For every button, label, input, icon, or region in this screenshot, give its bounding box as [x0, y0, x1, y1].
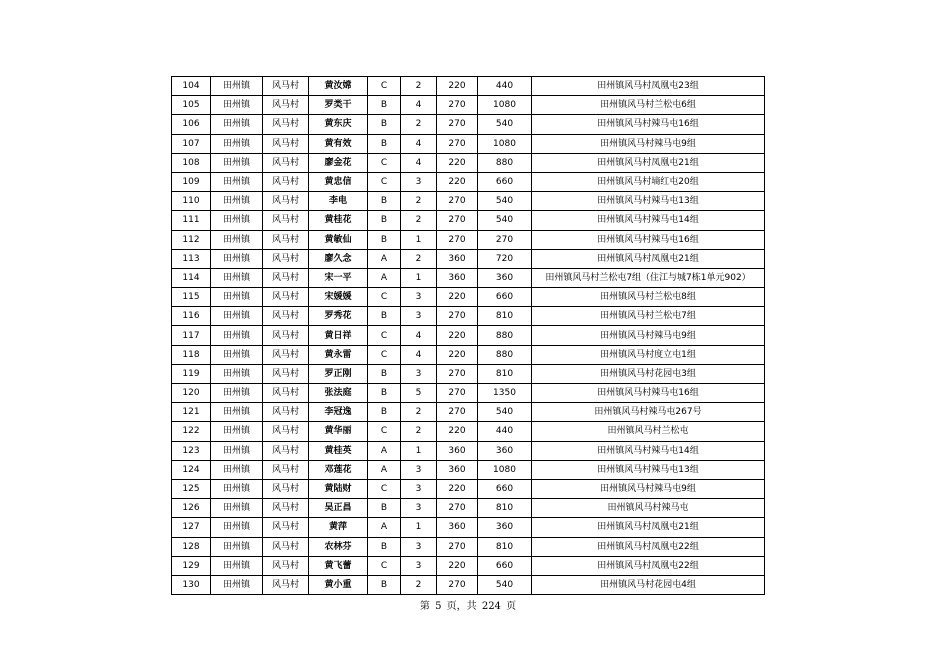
- standard-cell: 360: [437, 268, 478, 287]
- name-cell: 邓莲花: [309, 460, 368, 479]
- amount-cell: 1080: [478, 134, 532, 153]
- standard-cell: 220: [437, 288, 478, 307]
- table-row: [172, 192, 765, 211]
- count-cell: 2: [401, 77, 437, 96]
- name-cell: 黄桂英: [309, 441, 368, 460]
- town-cell: 田州镇: [211, 115, 263, 134]
- town-cell: 田州镇: [211, 326, 263, 345]
- footer-page-number: 5: [435, 601, 442, 612]
- grade-cell: C: [368, 479, 401, 498]
- name-cell: 吴正昌: [309, 499, 368, 518]
- amount-cell: 660: [478, 288, 532, 307]
- count-cell: 2: [401, 403, 437, 422]
- count-cell: 4: [401, 153, 437, 172]
- address-cell: 田州镇风马村辣马屯13组: [532, 192, 765, 211]
- amount-cell: 1080: [478, 96, 532, 115]
- grade-cell: B: [368, 307, 401, 326]
- footer-total-pages: 224: [481, 601, 501, 612]
- village-cell: 风马村: [263, 345, 309, 364]
- grade-cell: C: [368, 153, 401, 172]
- village-cell: 风马村: [263, 307, 309, 326]
- grade-cell: B: [368, 115, 401, 134]
- village-cell: 风马村: [263, 403, 309, 422]
- table-row: [172, 77, 765, 96]
- village-cell: 风马村: [263, 288, 309, 307]
- amount-cell: 360: [478, 441, 532, 460]
- row-number: 116: [172, 307, 211, 326]
- town-cell: 田州镇: [211, 172, 263, 191]
- town-cell: 田州镇: [211, 479, 263, 498]
- amount-cell: 660: [478, 556, 532, 575]
- records-table: [171, 76, 765, 595]
- standard-cell: 270: [437, 384, 478, 403]
- village-cell: 风马村: [263, 172, 309, 191]
- name-cell: 黄华丽: [309, 422, 368, 441]
- count-cell: 5: [401, 384, 437, 403]
- footer-mid: 页，共: [446, 601, 477, 612]
- grade-cell: C: [368, 422, 401, 441]
- row-number: 123: [172, 441, 211, 460]
- count-cell: 4: [401, 345, 437, 364]
- amount-cell: 660: [478, 172, 532, 191]
- town-cell: 田州镇: [211, 441, 263, 460]
- standard-cell: 270: [437, 230, 478, 249]
- count-cell: 3: [401, 537, 437, 556]
- address-cell: 田州镇风马村辣马屯14组: [532, 211, 765, 230]
- name-cell: 黄飞蕾: [309, 556, 368, 575]
- standard-cell: 360: [437, 441, 478, 460]
- table-row: [172, 518, 765, 537]
- village-cell: 风马村: [263, 230, 309, 249]
- village-cell: 风马村: [263, 153, 309, 172]
- count-cell: 3: [401, 499, 437, 518]
- standard-cell: 220: [437, 479, 478, 498]
- name-cell: 罗秀花: [309, 307, 368, 326]
- address-cell: 田州镇风马村凤凰屯22组: [532, 556, 765, 575]
- address-cell: 田州镇风马村兰松屯6组: [532, 96, 765, 115]
- grade-cell: A: [368, 518, 401, 537]
- count-cell: 3: [401, 288, 437, 307]
- row-number: 114: [172, 268, 211, 287]
- name-cell: 罗类干: [309, 96, 368, 115]
- grade-cell: B: [368, 364, 401, 383]
- count-cell: 3: [401, 556, 437, 575]
- count-cell: 3: [401, 479, 437, 498]
- town-cell: 田州镇: [211, 268, 263, 287]
- town-cell: 田州镇: [211, 288, 263, 307]
- town-cell: 田州镇: [211, 460, 263, 479]
- name-cell: 宋媛媛: [309, 288, 368, 307]
- grade-cell: A: [368, 460, 401, 479]
- standard-cell: 270: [437, 211, 478, 230]
- table-row: [172, 153, 765, 172]
- table-row: [172, 460, 765, 479]
- town-cell: 田州镇: [211, 134, 263, 153]
- amount-cell: 540: [478, 115, 532, 134]
- table-row: [172, 345, 765, 364]
- standard-cell: 270: [437, 364, 478, 383]
- address-cell: 田州镇风马村兰松屯8组: [532, 288, 765, 307]
- count-cell: 3: [401, 460, 437, 479]
- town-cell: 田州镇: [211, 384, 263, 403]
- name-cell: 黄永雷: [309, 345, 368, 364]
- table-row: [172, 307, 765, 326]
- row-number: 119: [172, 364, 211, 383]
- table-row: [172, 134, 765, 153]
- address-cell: 田州镇风马村花园屯4组: [532, 575, 765, 594]
- name-cell: 黄日祥: [309, 326, 368, 345]
- standard-cell: 270: [437, 115, 478, 134]
- name-cell: 黄敏仙: [309, 230, 368, 249]
- count-cell: 1: [401, 441, 437, 460]
- address-cell: 田州镇风马村辣马屯16组: [532, 384, 765, 403]
- row-number: 127: [172, 518, 211, 537]
- amount-cell: 720: [478, 249, 532, 268]
- standard-cell: 220: [437, 153, 478, 172]
- town-cell: 田州镇: [211, 192, 263, 211]
- row-number: 107: [172, 134, 211, 153]
- table-row: [172, 268, 765, 287]
- grade-cell: B: [368, 403, 401, 422]
- amount-cell: 880: [478, 326, 532, 345]
- table-row: [172, 172, 765, 191]
- count-cell: 1: [401, 268, 437, 287]
- amount-cell: 440: [478, 77, 532, 96]
- town-cell: 田州镇: [211, 422, 263, 441]
- row-number: 113: [172, 249, 211, 268]
- table-row: [172, 422, 765, 441]
- village-cell: 风马村: [263, 77, 309, 96]
- standard-cell: 220: [437, 422, 478, 441]
- amount-cell: 660: [478, 479, 532, 498]
- page-footer: [0, 597, 936, 612]
- town-cell: 田州镇: [211, 518, 263, 537]
- row-number: 120: [172, 384, 211, 403]
- name-cell: 黄萍: [309, 518, 368, 537]
- footer-suffix: 页: [506, 601, 517, 612]
- grade-cell: C: [368, 172, 401, 191]
- table-row: [172, 441, 765, 460]
- grade-cell: C: [368, 345, 401, 364]
- town-cell: 田州镇: [211, 249, 263, 268]
- standard-cell: 360: [437, 249, 478, 268]
- address-cell: 田州镇风马村度立屯1组: [532, 345, 765, 364]
- name-cell: 黄陆财: [309, 479, 368, 498]
- row-number: 106: [172, 115, 211, 134]
- count-cell: 4: [401, 326, 437, 345]
- village-cell: 风马村: [263, 115, 309, 134]
- row-number: 130: [172, 575, 211, 594]
- table-row: [172, 249, 765, 268]
- amount-cell: 540: [478, 575, 532, 594]
- grade-cell: B: [368, 96, 401, 115]
- town-cell: 田州镇: [211, 307, 263, 326]
- town-cell: 田州镇: [211, 364, 263, 383]
- name-cell: 宋一平: [309, 268, 368, 287]
- village-cell: 风马村: [263, 575, 309, 594]
- count-cell: 1: [401, 518, 437, 537]
- address-cell: 田州镇风马村凤凰屯21组: [532, 518, 765, 537]
- village-cell: 风马村: [263, 441, 309, 460]
- address-cell: 田州镇风马村辣马屯16组: [532, 230, 765, 249]
- amount-cell: 810: [478, 364, 532, 383]
- address-cell: 田州镇风马村辣马屯9组: [532, 479, 765, 498]
- count-cell: 3: [401, 364, 437, 383]
- village-cell: 风马村: [263, 460, 309, 479]
- town-cell: 田州镇: [211, 575, 263, 594]
- standard-cell: 220: [437, 345, 478, 364]
- amount-cell: 270: [478, 230, 532, 249]
- row-number: 124: [172, 460, 211, 479]
- village-cell: 风马村: [263, 422, 309, 441]
- amount-cell: 540: [478, 211, 532, 230]
- row-number: 126: [172, 499, 211, 518]
- address-cell: 田州镇风马村凤凰屯21组: [532, 249, 765, 268]
- village-cell: 风马村: [263, 326, 309, 345]
- address-cell: 田州镇风马村花园屯3组: [532, 364, 765, 383]
- amount-cell: 360: [478, 518, 532, 537]
- count-cell: 2: [401, 115, 437, 134]
- row-number: 109: [172, 172, 211, 191]
- village-cell: 风马村: [263, 96, 309, 115]
- grade-cell: A: [368, 249, 401, 268]
- name-cell: 罗正刚: [309, 364, 368, 383]
- town-cell: 田州镇: [211, 403, 263, 422]
- row-number: 104: [172, 77, 211, 96]
- amount-cell: 810: [478, 307, 532, 326]
- address-cell: 田州镇风马村墒红屯20组: [532, 172, 765, 191]
- village-cell: 风马村: [263, 364, 309, 383]
- address-cell: 田州镇风马村兰松屯7组（住江与城7栋1单元902）: [532, 268, 765, 287]
- amount-cell: 360: [478, 268, 532, 287]
- village-cell: 风马村: [263, 192, 309, 211]
- name-cell: 黄有效: [309, 134, 368, 153]
- amount-cell: 810: [478, 499, 532, 518]
- amount-cell: 440: [478, 422, 532, 441]
- count-cell: 2: [401, 249, 437, 268]
- row-number: 110: [172, 192, 211, 211]
- name-cell: 廖久念: [309, 249, 368, 268]
- standard-cell: 270: [437, 307, 478, 326]
- name-cell: 黄忠信: [309, 172, 368, 191]
- grade-cell: C: [368, 326, 401, 345]
- village-cell: 风马村: [263, 556, 309, 575]
- row-number: 125: [172, 479, 211, 498]
- address-cell: 田州镇风马村凤凰屯23组: [532, 77, 765, 96]
- grade-cell: C: [368, 556, 401, 575]
- village-cell: 风马村: [263, 518, 309, 537]
- table-row: [172, 556, 765, 575]
- table-row: [172, 230, 765, 249]
- count-cell: 2: [401, 422, 437, 441]
- town-cell: 田州镇: [211, 153, 263, 172]
- address-cell: 田州镇风马村辣马屯13组: [532, 460, 765, 479]
- standard-cell: 270: [437, 499, 478, 518]
- amount-cell: 810: [478, 537, 532, 556]
- table-row: [172, 575, 765, 594]
- row-number: 129: [172, 556, 211, 575]
- name-cell: 廖金花: [309, 153, 368, 172]
- table-row: [172, 326, 765, 345]
- grade-cell: B: [368, 192, 401, 211]
- standard-cell: 270: [437, 575, 478, 594]
- table-row: [172, 499, 765, 518]
- village-cell: 风马村: [263, 499, 309, 518]
- count-cell: 2: [401, 575, 437, 594]
- grade-cell: A: [368, 268, 401, 287]
- table-row: [172, 403, 765, 422]
- row-number: 118: [172, 345, 211, 364]
- village-cell: 风马村: [263, 134, 309, 153]
- address-cell: 田州镇风马村凤凰屯22组: [532, 537, 765, 556]
- village-cell: 风马村: [263, 537, 309, 556]
- grade-cell: B: [368, 384, 401, 403]
- footer-prefix: 第: [419, 601, 430, 612]
- village-cell: 风马村: [263, 384, 309, 403]
- name-cell: 李电: [309, 192, 368, 211]
- town-cell: 田州镇: [211, 499, 263, 518]
- grade-cell: B: [368, 211, 401, 230]
- count-cell: 3: [401, 307, 437, 326]
- table-row: [172, 288, 765, 307]
- grade-cell: B: [368, 575, 401, 594]
- town-cell: 田州镇: [211, 556, 263, 575]
- name-cell: 黄桂花: [309, 211, 368, 230]
- amount-cell: 1350: [478, 384, 532, 403]
- table-row: [172, 115, 765, 134]
- standard-cell: 220: [437, 172, 478, 191]
- standard-cell: 270: [437, 403, 478, 422]
- name-cell: 黄东庆: [309, 115, 368, 134]
- row-number: 105: [172, 96, 211, 115]
- address-cell: 田州镇风马村辣马屯9组: [532, 326, 765, 345]
- count-cell: 2: [401, 211, 437, 230]
- count-cell: 1: [401, 230, 437, 249]
- row-number: 115: [172, 288, 211, 307]
- table-row: [172, 479, 765, 498]
- table-row: [172, 537, 765, 556]
- address-cell: 田州镇风马村兰松屯: [532, 422, 765, 441]
- amount-cell: 1080: [478, 460, 532, 479]
- address-cell: 田州镇风马村辣马屯: [532, 499, 765, 518]
- table-row: [172, 96, 765, 115]
- standard-cell: 360: [437, 460, 478, 479]
- town-cell: 田州镇: [211, 77, 263, 96]
- standard-cell: 360: [437, 518, 478, 537]
- name-cell: 黄小重: [309, 575, 368, 594]
- standard-cell: 270: [437, 192, 478, 211]
- count-cell: 4: [401, 134, 437, 153]
- town-cell: 田州镇: [211, 345, 263, 364]
- village-cell: 风马村: [263, 268, 309, 287]
- row-number: 111: [172, 211, 211, 230]
- row-number: 122: [172, 422, 211, 441]
- table-row: [172, 211, 765, 230]
- standard-cell: 270: [437, 96, 478, 115]
- name-cell: 黄汝嫦: [309, 77, 368, 96]
- town-cell: 田州镇: [211, 537, 263, 556]
- village-cell: 风马村: [263, 211, 309, 230]
- town-cell: 田州镇: [211, 211, 263, 230]
- grade-cell: B: [368, 537, 401, 556]
- amount-cell: 880: [478, 153, 532, 172]
- address-cell: 田州镇风马村辣马屯16组: [532, 115, 765, 134]
- count-cell: 3: [401, 172, 437, 191]
- grade-cell: C: [368, 288, 401, 307]
- table-row: [172, 364, 765, 383]
- name-cell: 李冠逸: [309, 403, 368, 422]
- grade-cell: B: [368, 499, 401, 518]
- name-cell: 张法庭: [309, 384, 368, 403]
- row-number: 108: [172, 153, 211, 172]
- row-number: 121: [172, 403, 211, 422]
- village-cell: 风马村: [263, 479, 309, 498]
- address-cell: 田州镇风马村辣马屯14组: [532, 441, 765, 460]
- row-number: 128: [172, 537, 211, 556]
- village-cell: 风马村: [263, 249, 309, 268]
- address-cell: 田州镇风马村辣马屯267号: [532, 403, 765, 422]
- count-cell: 2: [401, 192, 437, 211]
- grade-cell: B: [368, 230, 401, 249]
- row-number: 117: [172, 326, 211, 345]
- address-cell: 田州镇风马村辣马屯9组: [532, 134, 765, 153]
- address-cell: 田州镇风马村凤凰屯21组: [532, 153, 765, 172]
- amount-cell: 540: [478, 403, 532, 422]
- grade-cell: B: [368, 134, 401, 153]
- standard-cell: 270: [437, 537, 478, 556]
- grade-cell: C: [368, 77, 401, 96]
- standard-cell: 220: [437, 326, 478, 345]
- standard-cell: 270: [437, 134, 478, 153]
- town-cell: 田州镇: [211, 96, 263, 115]
- count-cell: 4: [401, 96, 437, 115]
- name-cell: 农林芬: [309, 537, 368, 556]
- amount-cell: 540: [478, 192, 532, 211]
- standard-cell: 220: [437, 556, 478, 575]
- town-cell: 田州镇: [211, 230, 263, 249]
- amount-cell: 880: [478, 345, 532, 364]
- grade-cell: A: [368, 441, 401, 460]
- row-number: 112: [172, 230, 211, 249]
- address-cell: 田州镇风马村兰松屯7组: [532, 307, 765, 326]
- table-row: [172, 384, 765, 403]
- standard-cell: 220: [437, 77, 478, 96]
